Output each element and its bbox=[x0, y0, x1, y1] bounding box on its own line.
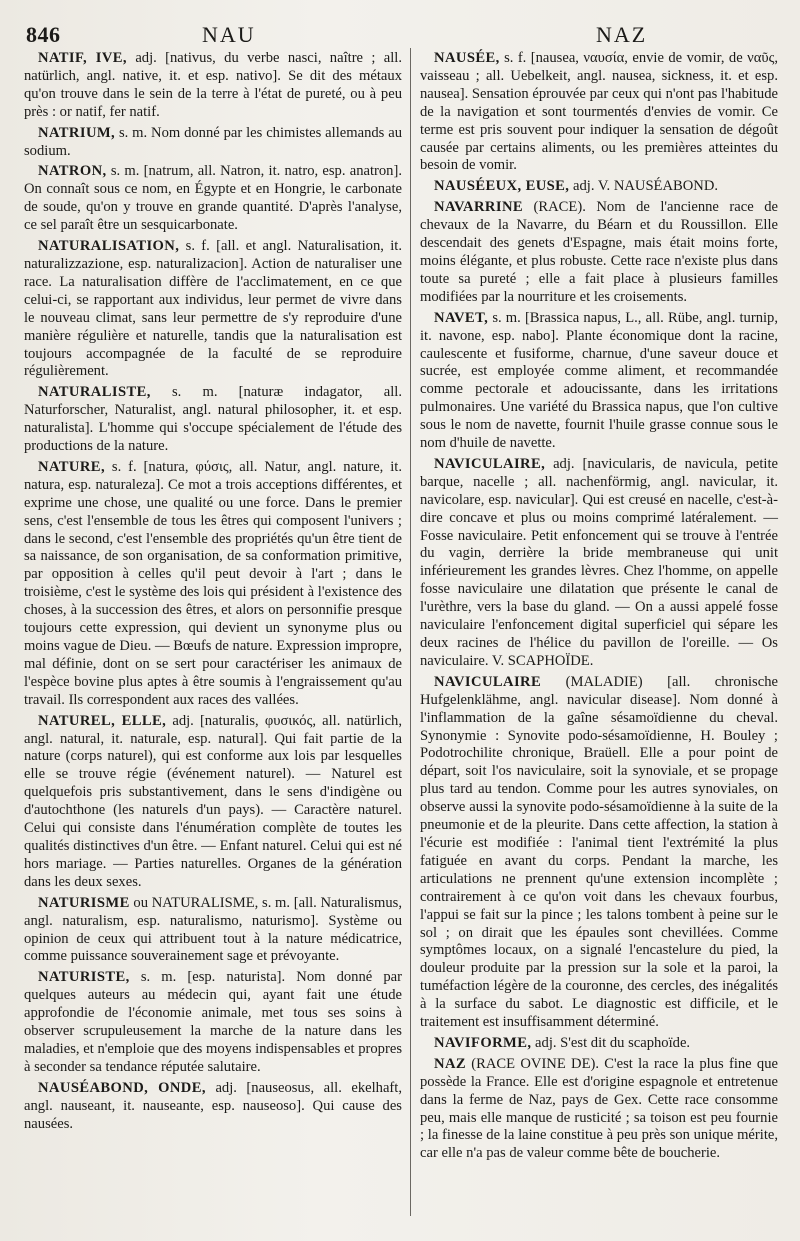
dictionary-entry bbox=[24, 713, 402, 892]
entry-headword: NATURE, bbox=[38, 458, 105, 475]
running-head-right: NAZ bbox=[596, 22, 648, 47]
entry-text: (RACE OVINE DE). C'est la race la plus fine que possède la France. Elle est d'origine espagnole et entretenue dans la ferme de Naz, pays de Gex. Cette race consomme peu, mais elle manque de rusticité ; sa toison est peu fournie ; la finesse de la laine constitue à peu près son unique mérite, car elle n'a pas de valeur comme bête de boucherie. bbox=[420, 1055, 778, 1162]
entry-headword: NAUSÉEUX, EUSE, bbox=[434, 178, 570, 195]
dictionary-entry bbox=[24, 895, 402, 967]
column-divider bbox=[410, 48, 411, 1216]
dictionary-entry bbox=[24, 1080, 402, 1134]
dictionary-entry bbox=[24, 163, 402, 235]
dictionary-entry bbox=[24, 125, 402, 161]
entry-text: (MALADIE) [all. chronische Hufgelenklähme, angl. navicular disease]. Nom donné à l'inflammation de la gaîne sésamoïdienne du cheval. Synonymie : Synovite podo-sésamoïdienne, H. Bouley ; Podotrochilite chronique, Braüell. Elle a pour point de départ, soit l'os naviculaire, soit la synoviale, et se propage plus tard au tendon. Comme pour les autres synoviales, on observe aussi la synovite podo-sésamoïdienne à la suite de la pneumonie et de la pleurite. Dans cette affection, la station à l'écurie est modifiée : l'animal tient l'extrémité la plus fatiguée en avant du corps. Pendant la marche, les articulations ne prennent qu'une extension incomplète ; contrairement à ce qu'on voit dans les chevaux fourbus, l'appui se fait sur la pince ; les talons tombent à peine sur le sol ; on dirait que les épaules sont chevillées. Comme symptômes locaux, on a signalé l'encastelure du pied, la douleur produite par la pression sur la sole et la paroi, la tuméfaction légère de la couronne, des cercles, des inégalités à la surface du sabot. Le diagnostic est difficile, et le traitement est insuffisamment déterminé. bbox=[420, 673, 778, 1031]
entry-text: adj. [nauseosus, all. ekelhaft, angl. nauseant, it. nauseante, esp. nauseoso]. Qui cause des nausées. bbox=[24, 1079, 402, 1132]
dictionary-entry bbox=[24, 50, 402, 122]
left-column bbox=[24, 50, 402, 1136]
entry-headword: NAVICULAIRE, bbox=[434, 455, 546, 472]
entry-headword: NATRIUM, bbox=[38, 124, 116, 141]
entry-text: s. f. [natura, φύσις, all. Natur, angl. nature, it. natura, esp. naturaleza]. Ce mot a trois acceptions différentes, et exprime une chose, une qualité ou une force. Dans le premier sens, c'est l'ensemble de tous les êtres qui composent l'univers ; dans le second, c'est l'ensemble des propriétés qu'un être tient de sa naissance, de son organisation, de sa conformation primitive, par opposition à celles qu'il peut devoir à l'art ; dans le troisième, c'est le système des lois qui président à l'existence des choses, à la succession des êtres, et alors on personnifie presque toujours cette expression, qui devient un synonyme plus ou moins vague de Dieu. — Bœufs de nature. Expression impropre, mal définie, dont on se sert pour caractériser les animaux de l'espèce bovine plus aptes à être soumis à l'engraissement qu'au travail. Ils correspondent aux races des vallées. bbox=[24, 458, 402, 708]
entry-text: s. m. [Brassica napus, L., all. Rübe, angl. turnip, it. navone, esp. nabo]. Plante économique dont la racine, caulescente et fusiforme, charnue, d'une saveur douce et sucrée, est employée comme aliment, et recommandée comme pectorale et adoucissante, dans les irritations pulmonaires. Une variété du Brassica napus, que l'on cultive sous le nom de navette, fournit l'huile grasse connue sous le nom d'huile de navette. bbox=[420, 309, 778, 452]
entry-headword: NATURALISATION, bbox=[38, 238, 180, 255]
dictionary-entry bbox=[420, 1056, 778, 1163]
entry-text: s. f. [all. et angl. Naturalisation, it. naturalizzazione, esp. naturalizacion]. Action de naturaliser une race. La naturalisation diffère de l'acclimatement, en ce que celui-ci, se rapportant aux individus, leur permet de vivre dans le nouveau climat, sans leur permettre de s'y reproduire d'une manière régulière et naturelle, tandis que la naturalisation est toujours accompagnée de la faculté de se reproduire régulièrement. bbox=[24, 238, 402, 380]
entry-text: adj. V. NAUSÉABOND. bbox=[569, 178, 719, 195]
dictionary-entry bbox=[24, 969, 402, 1076]
entry-text: s. m. Nom donné par les chimistes allemands au sodium. bbox=[24, 124, 402, 159]
dictionary-entry bbox=[420, 178, 778, 196]
entry-text: adj. [navicularis, de navicula, petite barque, nacelle ; all. nachenförmig, angl. navicular, it. navicolare, esp. navicular]. Qui est creusé en nacelle, c'est-à-dire concave et plus ou moins comprimé latéralement. — Fosse naviculaire. Petit enfoncement qui se trouve à l'entrée du vagin, derrière la bride membraneuse qui unit inférieurement les grandes lèvres. Chez l'homme, on appelle fosse naviculaire une dilatation que présente le canal de l'urèthre, vers la base du gland. — On a aussi appelé fosse naviculaire l'enfoncement digital superficiel qui sépare les deux racines de l'hélice du pavillon de l'oreille. — Os naviculaire. V. SCAPHOÏDE. bbox=[420, 455, 778, 669]
entry-headword: NAVIFORME, bbox=[434, 1034, 532, 1051]
entry-headword: NAVICULAIRE bbox=[434, 673, 542, 690]
dictionary-entry bbox=[420, 456, 778, 671]
entry-headword: NATURISME bbox=[38, 894, 130, 911]
dictionary-entry bbox=[420, 674, 778, 1032]
page-number: 846 bbox=[26, 22, 61, 47]
entry-headword: NATIF, IVE, bbox=[38, 50, 127, 66]
dictionary-entry bbox=[24, 459, 402, 710]
page-header bbox=[24, 22, 780, 48]
dictionary-entry bbox=[420, 1035, 778, 1053]
entry-text: s. f. [nausea, ναυσία, envie de vomir, de ναῦς, vaisseau ; all. Uebelkeit, angl. nausea, sickness, it. et esp. nausea]. Sensation éprouvée par ceux qui n'ont pas l'habitude de la navigation et sont tourmentés d'envies de vomir. Ce terme est pris souvent pour indiquer la sensation de dégoût causée par certains aliments, ou les premières atteintes du besoin de vomir. bbox=[420, 50, 778, 174]
dictionary-entry bbox=[420, 310, 778, 453]
dictionary-entry bbox=[24, 238, 402, 381]
entry-headword: NAVARRINE bbox=[434, 199, 524, 216]
right-column bbox=[420, 50, 778, 1166]
entry-text: ou NATURALISME, s. m. [all. Naturalismus, angl. naturalism, esp. naturalismo, naturismo]. Système ou opinion de ceux qui attribuent tout à la nature médicatrice, comme puissance souverainement sage et prévoyante. bbox=[24, 894, 402, 965]
entry-headword: NATUREL, ELLE, bbox=[38, 712, 167, 729]
running-head-left: NAU bbox=[202, 22, 256, 47]
dictionary-entry bbox=[24, 384, 402, 456]
entry-headword: NAUSÉE, bbox=[434, 50, 500, 66]
entry-text: s. m. [natrum, all. Natron, it. natro, esp. anatron]. On connaît sous ce nom, en Égypte et en Hongrie, le carbonate de soude, qu'on y trouve en grande quantité. D'après l'analyse, ce sel paraît être un sesquicarbonate. bbox=[24, 163, 402, 234]
dictionary-entry bbox=[420, 50, 778, 175]
entry-text: (RACE). Nom de l'ancienne race de chevaux de la Navarre, du Béarn et du Roussillon. Elle descendait des genets d'Espagne, mais était moins forte, moins élégante, et plus robuste. Cette race n'existe plus dans toute sa pureté ; elle a fait place à plusieurs familles modifiées par la nourriture et les croisements. bbox=[420, 199, 778, 305]
entry-text: s. m. [esp. naturista]. Nom donné par quelques auteurs au médecin qui, ayant fait une étude approfondie de l'économie animale, met tous ses soins à observer scrupuleusement la marche de la nature dans les maladies, et n'emploie que des moyens indispensables et propres à seconder sa tendance réputée salutaire. bbox=[24, 969, 402, 1075]
entry-headword: NATURISTE, bbox=[38, 969, 130, 986]
entry-headword: NATRON, bbox=[38, 163, 107, 180]
dictionary-entry bbox=[420, 199, 778, 306]
entry-headword: NATURALISTE, bbox=[38, 384, 151, 401]
entry-text: adj. [naturalis, φυσικός, all. natürlich, angl. natural, it. naturale, esp. natural]. Qui fait partie de la nature (corps naturel), qui est conforme aux lois par lesquelles elle se trouve régie (événement naturel). — Naturel est quelquefois pris substantivement, dans le sens d'indigène ou d'autochthone (les naturels d'un pays). — Caractère naturel. Celui qui consiste dans l'énumération complète de toutes les qualités distinctives d'un être. — Enfant naturel. Celui qui est né hors mariage. — Parties naturelles. Organes de la génération dans les deux sexes. bbox=[24, 712, 402, 890]
entry-text: adj. S'est dit du scaphoïde. bbox=[531, 1034, 691, 1051]
entry-headword: NAUSÉABOND, ONDE, bbox=[38, 1079, 206, 1096]
entry-text: adj. [nativus, du verbe nasci, naître ; all. natürlich, angl. native, it. et esp. nativo]. Se dit des métaux qu'on trouve dans le sein de la terre à l'état de pureté, ou à peu près : or natif, fer natif. bbox=[24, 50, 403, 120]
entry-text: s. m. [naturæ indagator, all. Naturforscher, Naturalist, angl. natural philosopher, it. et esp. naturalista]. L'homme qui s'occupe spécialement de l'étude des productions de la nature. bbox=[24, 384, 402, 455]
entry-headword: NAVET, bbox=[434, 309, 489, 326]
entry-headword: NAZ bbox=[434, 1055, 467, 1072]
